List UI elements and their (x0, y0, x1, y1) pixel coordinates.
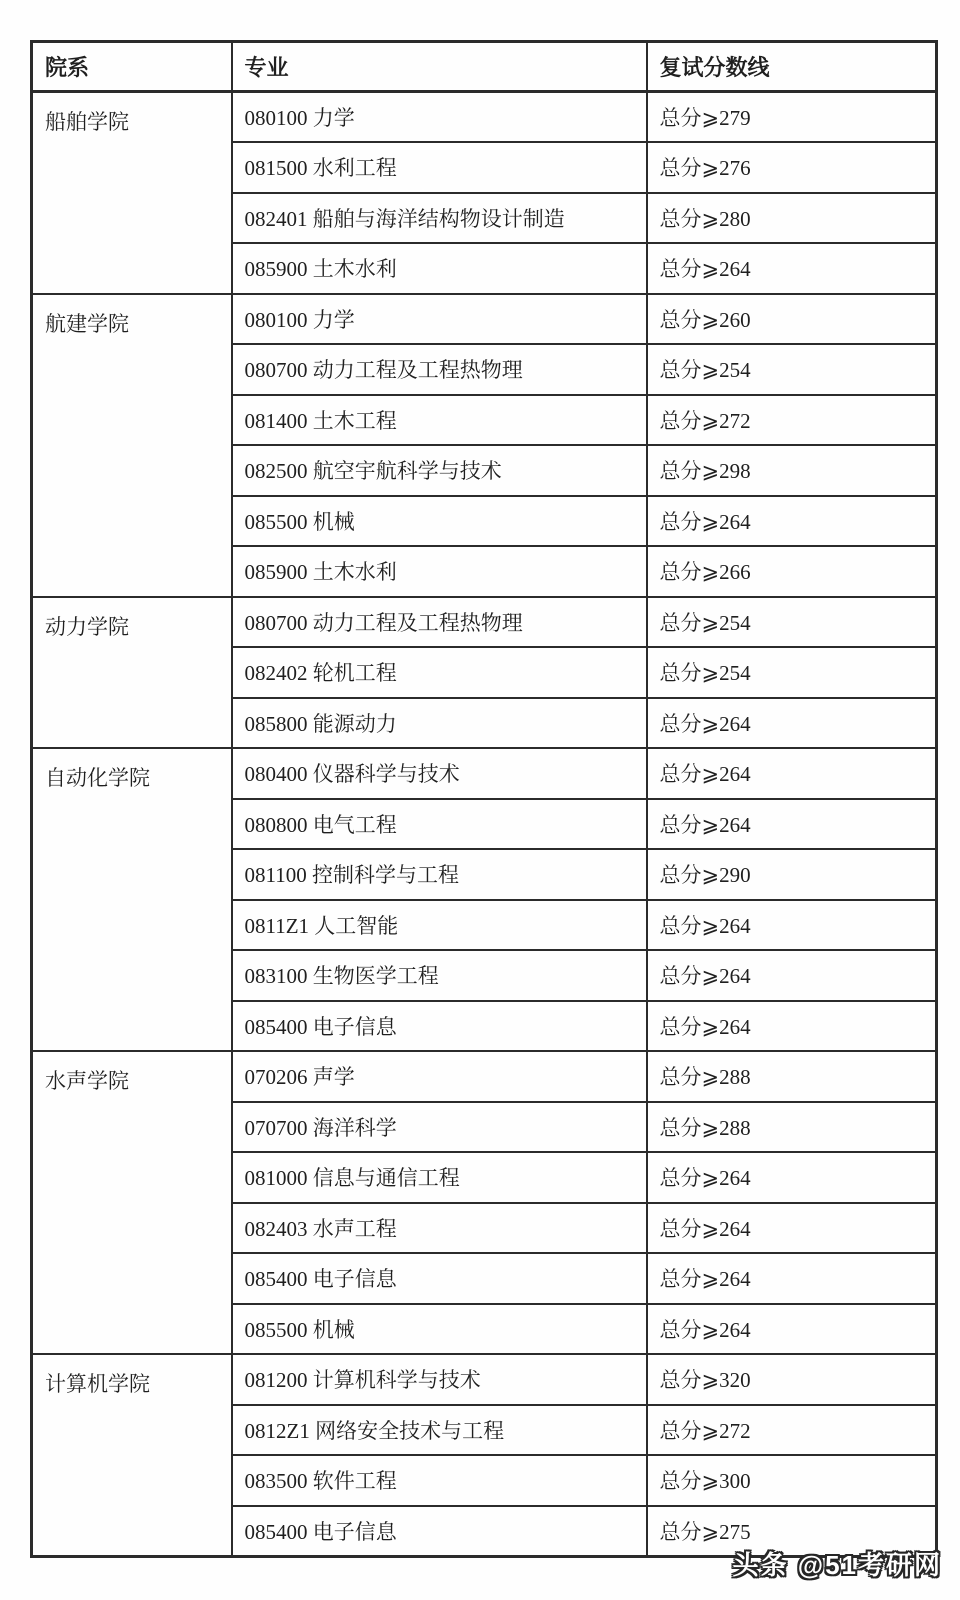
score-line-table (30, 40, 938, 1558)
major-cell: 085500 机械 (232, 496, 647, 547)
table-row (32, 1051, 937, 1102)
score-cell: 总分⩾276 (647, 142, 937, 193)
score-cell: 总分⩾280 (647, 193, 937, 244)
table-row (32, 748, 937, 799)
table-row (32, 1354, 937, 1405)
score-cell: 总分⩾320 (647, 1354, 937, 1405)
header-major: 专业 (232, 42, 647, 92)
major-cell: 080800 电气工程 (232, 799, 647, 850)
major-cell: 083500 软件工程 (232, 1455, 647, 1506)
major-cell: 081100 控制科学与工程 (232, 849, 647, 900)
score-cell: 总分⩾264 (647, 243, 937, 294)
major-cell: 085400 电子信息 (232, 1506, 647, 1557)
major-cell: 082402 轮机工程 (232, 647, 647, 698)
major-cell: 082500 航空宇航科学与技术 (232, 445, 647, 496)
score-cell: 总分⩾264 (647, 900, 937, 951)
table-header-row (32, 42, 937, 92)
major-cell: 082401 船舶与海洋结构物设计制造 (232, 193, 647, 244)
major-cell: 080700 动力工程及工程热物理 (232, 344, 647, 395)
score-cell: 总分⩾264 (647, 1253, 937, 1304)
department-cell: 自动化学院 (32, 748, 232, 1051)
major-cell: 070206 声学 (232, 1051, 647, 1102)
major-cell: 080700 动力工程及工程热物理 (232, 597, 647, 648)
major-cell: 085900 土木水利 (232, 546, 647, 597)
toutiao-watermark: 头条 @51考研网 (732, 1550, 942, 1580)
major-cell: 085800 能源动力 (232, 698, 647, 749)
major-cell: 081500 水利工程 (232, 142, 647, 193)
score-cell: 总分⩾272 (647, 395, 937, 446)
score-cell: 总分⩾290 (647, 849, 937, 900)
table-row (32, 597, 937, 648)
score-cell: 总分⩾264 (647, 1001, 937, 1052)
score-cell: 总分⩾264 (647, 1152, 937, 1203)
score-cell: 总分⩾264 (647, 1203, 937, 1254)
major-cell: 0812Z1 网络安全技术与工程 (232, 1405, 647, 1456)
major-cell: 085400 电子信息 (232, 1001, 647, 1052)
score-cell: 总分⩾298 (647, 445, 937, 496)
score-cell: 总分⩾254 (647, 344, 937, 395)
header-department: 院系 (32, 42, 232, 92)
major-cell: 080100 力学 (232, 92, 647, 143)
major-cell: 070700 海洋科学 (232, 1102, 647, 1153)
score-cell: 总分⩾264 (647, 496, 937, 547)
score-cell: 总分⩾260 (647, 294, 937, 345)
major-cell: 085400 电子信息 (232, 1253, 647, 1304)
score-cell: 总分⩾300 (647, 1455, 937, 1506)
major-cell: 085900 土木水利 (232, 243, 647, 294)
score-cell: 总分⩾279 (647, 92, 937, 143)
major-cell: 081200 计算机科学与技术 (232, 1354, 647, 1405)
department-cell: 计算机学院 (32, 1354, 232, 1556)
department-cell: 航建学院 (32, 294, 232, 597)
major-cell: 085500 机械 (232, 1304, 647, 1355)
major-cell: 083100 生物医学工程 (232, 950, 647, 1001)
major-cell: 0811Z1 人工智能 (232, 900, 647, 951)
score-cell: 总分⩾272 (647, 1405, 937, 1456)
major-cell: 081000 信息与通信工程 (232, 1152, 647, 1203)
department-cell: 船舶学院 (32, 92, 232, 294)
score-cell: 总分⩾264 (647, 799, 937, 850)
major-cell: 081400 土木工程 (232, 395, 647, 446)
department-cell: 动力学院 (32, 597, 232, 749)
score-cell: 总分⩾264 (647, 1304, 937, 1355)
score-cell: 总分⩾275 (647, 1506, 937, 1557)
score-cell: 总分⩾288 (647, 1102, 937, 1153)
table-row (32, 294, 937, 345)
header-score-line: 复试分数线 (647, 42, 937, 92)
score-cell: 总分⩾264 (647, 950, 937, 1001)
department-cell: 水声学院 (32, 1051, 232, 1354)
major-cell: 080100 力学 (232, 294, 647, 345)
score-cell: 总分⩾264 (647, 748, 937, 799)
table-row (32, 92, 937, 143)
score-cell: 总分⩾266 (647, 546, 937, 597)
score-cell: 总分⩾254 (647, 597, 937, 648)
major-cell: 080400 仪器科学与技术 (232, 748, 647, 799)
major-cell: 082403 水声工程 (232, 1203, 647, 1254)
score-cell: 总分⩾254 (647, 647, 937, 698)
score-cell: 总分⩾264 (647, 698, 937, 749)
score-cell: 总分⩾288 (647, 1051, 937, 1102)
